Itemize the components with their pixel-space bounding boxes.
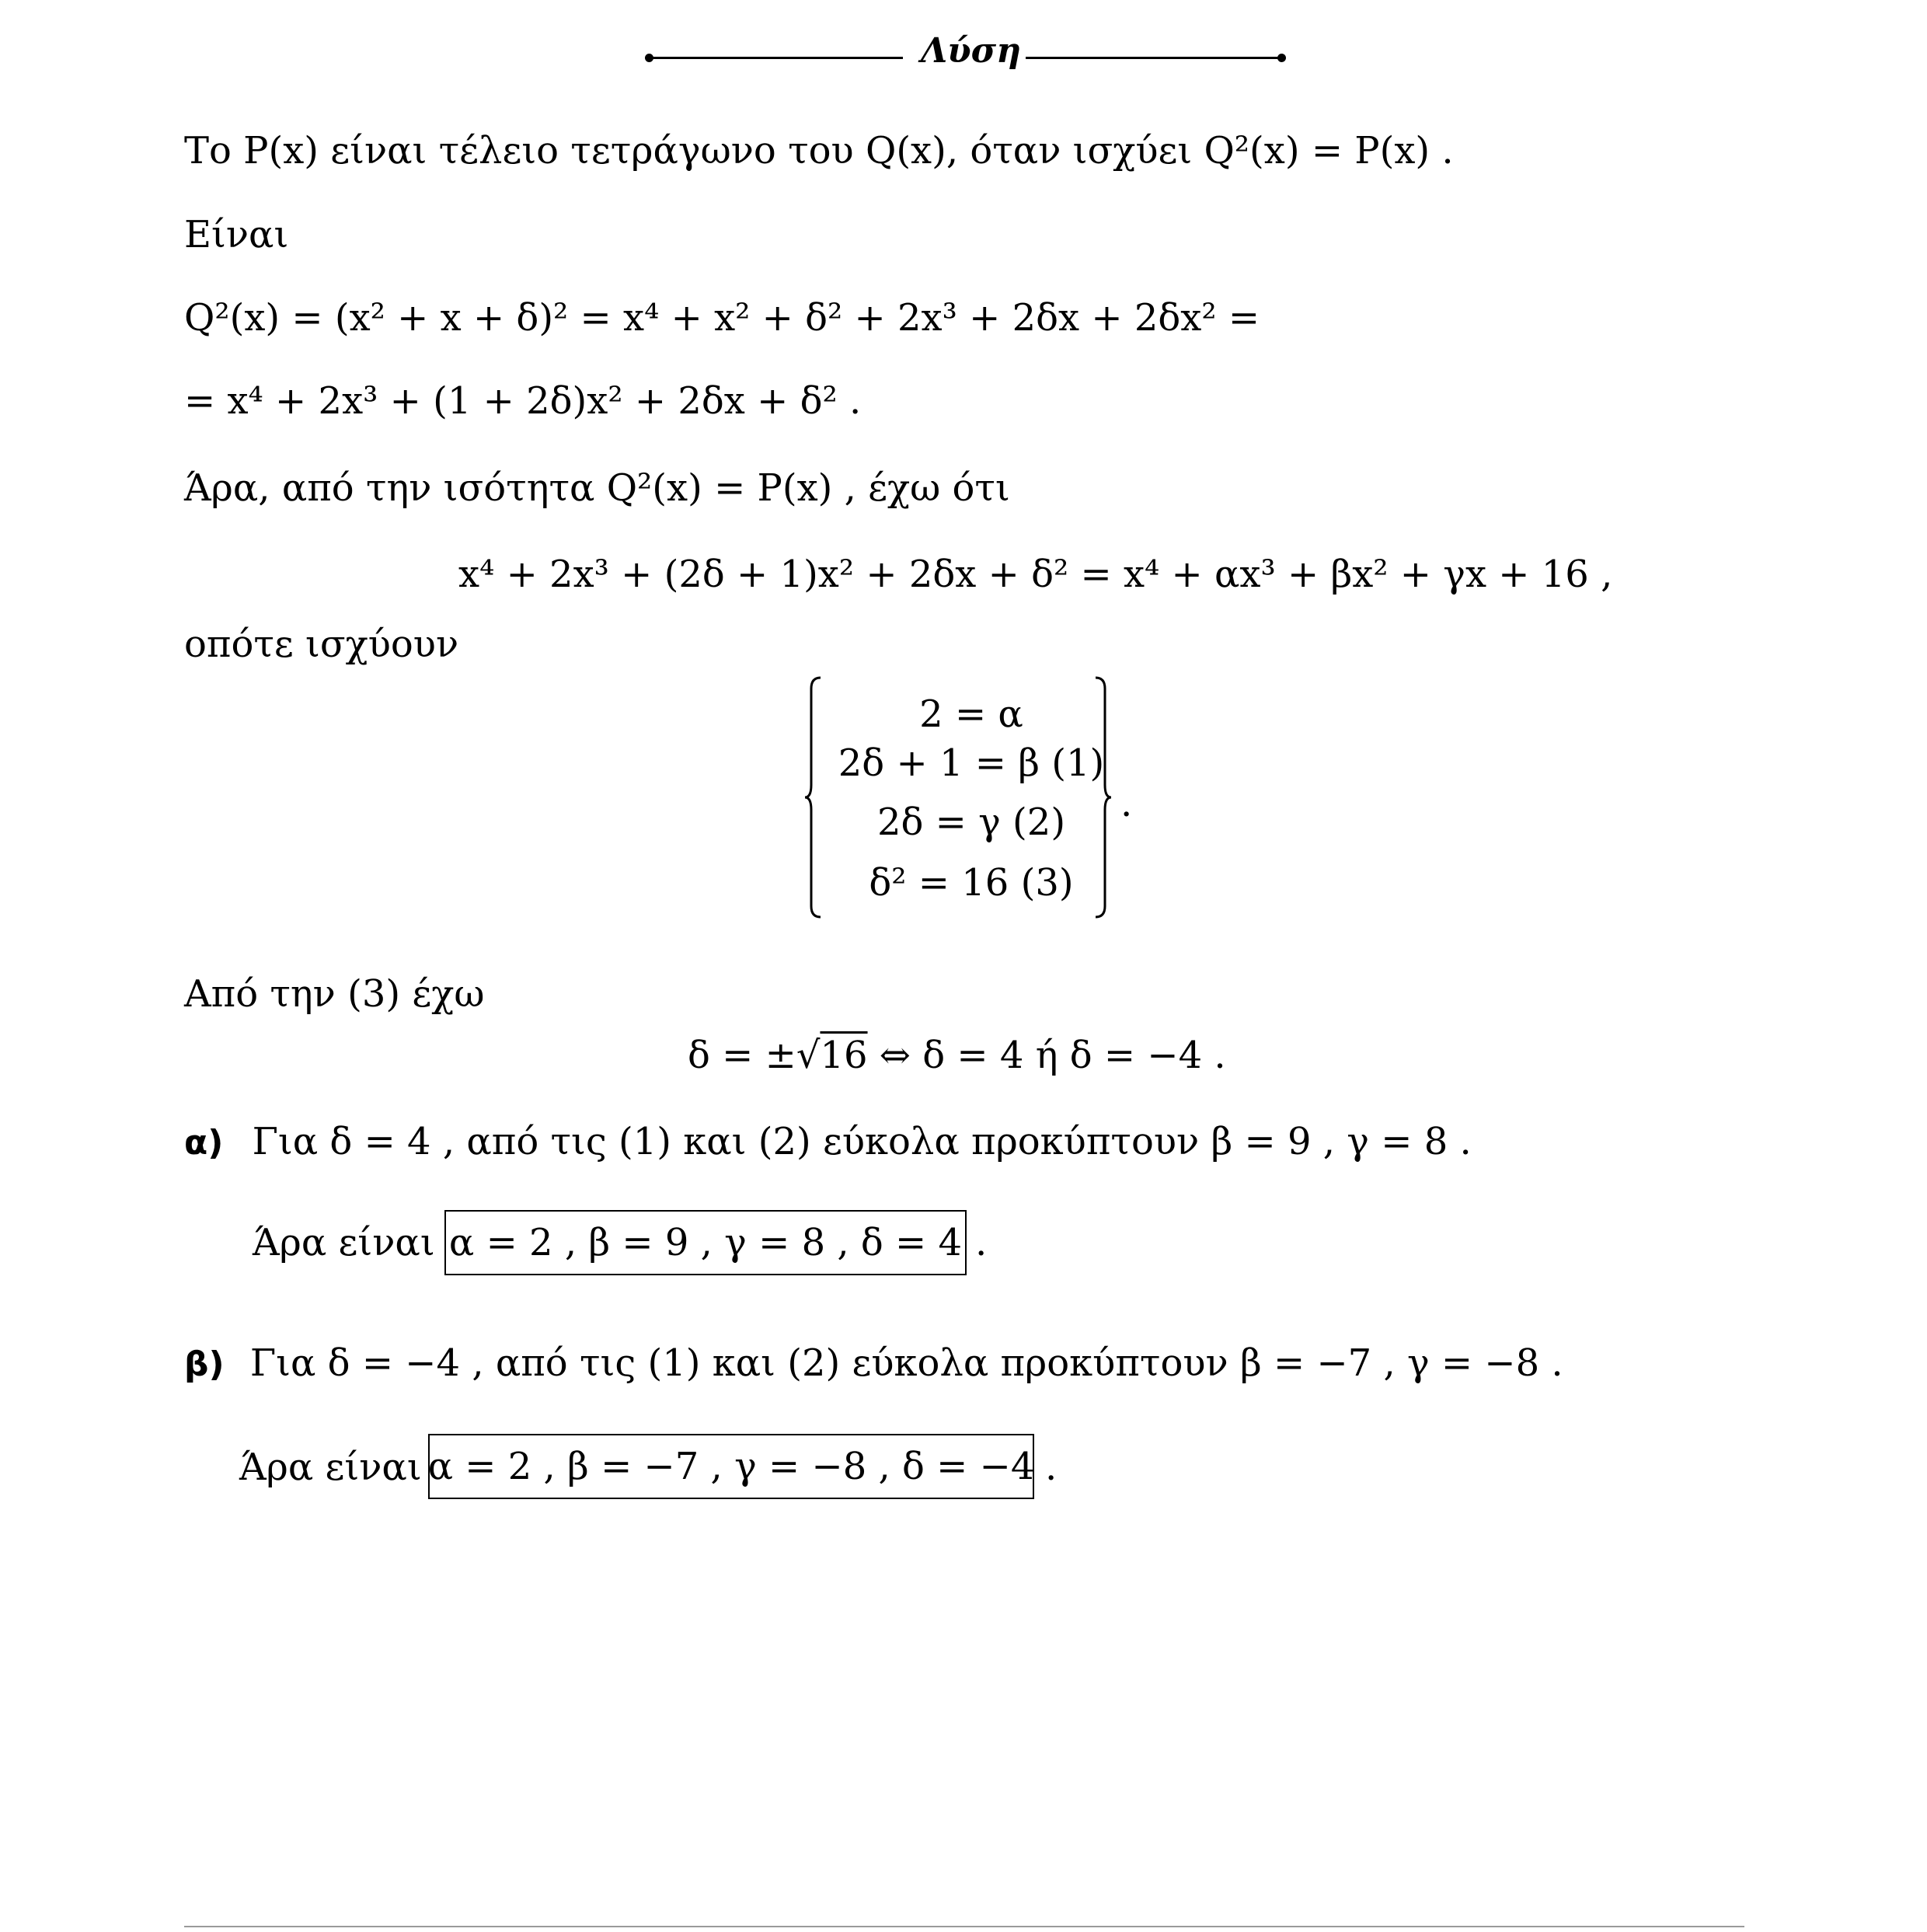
header-rule-right xyxy=(1026,57,1282,59)
system-row: δ² = 16 (3) xyxy=(869,861,1074,905)
case-a-line xyxy=(184,1120,1472,1163)
case-a-answer-box: α = 2 , β = 9 , γ = 8 , δ = 4 xyxy=(444,1210,967,1275)
apo3-line: Από την (3) έχω xyxy=(184,972,485,1016)
header-rule-left xyxy=(650,57,903,59)
footer-rule xyxy=(184,1926,1744,1927)
system-end-period: . xyxy=(1120,782,1133,825)
equation-1: Q²(x) = (x² + x + δ)² = x⁴ + x² + δ² + 2x³ + 2δx + 2δx² = xyxy=(184,296,1260,340)
case-b-answer-box: α = 2 , β = −7 , γ = −8 , δ = −4 xyxy=(428,1434,1034,1499)
case-b-label: β) xyxy=(184,1344,225,1384)
case-a-label: α) xyxy=(184,1123,224,1163)
case-b-text: Για δ = −4 , από τις (1) και (2) εύκολα προκύπτουν β = −7 , γ = −8 . xyxy=(249,1341,1563,1385)
sqrt-left: δ = ± xyxy=(688,1034,796,1077)
sqrt-radicand: 16 xyxy=(820,1034,868,1077)
case-b-line xyxy=(184,1341,1563,1385)
left-brace xyxy=(805,676,822,919)
case-b-ara: Άρα είναι xyxy=(239,1446,422,1489)
opote-line: οπότε ισχύουν xyxy=(184,622,459,666)
equation-2: = x⁴ + 2x³ + (1 + 2δ)x² + 2δx + δ² . xyxy=(184,379,862,423)
equation-3: x⁴ + 2x³ + (2δ + 1)x² + 2δx + δ² = x⁴ + αx³ + βx² + γx + 16 , xyxy=(458,553,1613,596)
sqrt-equation xyxy=(688,1034,1226,1077)
page-title: Λύση xyxy=(921,31,1022,71)
case-a-text: Για δ = 4 , από τις (1) και (2) εύκολα προκύπτουν β = 9 , γ = 8 . xyxy=(252,1120,1472,1163)
einai-line: Είναι xyxy=(184,213,289,256)
header-dot-right xyxy=(1277,54,1286,62)
system-row: 2δ + 1 = β (1) xyxy=(838,741,1105,785)
right-brace xyxy=(1094,676,1111,919)
sqrt-sign: √ xyxy=(796,1034,821,1077)
system-row: 2 = α xyxy=(919,692,1023,736)
ara-line: Άρα, από την ισότητα Q²(x) = P(x) , έχω ότι xyxy=(184,466,1010,510)
case-a-ara: Άρα είναι xyxy=(253,1221,435,1264)
system-row: 2δ = γ (2) xyxy=(876,800,1066,844)
case-b-period: . xyxy=(1045,1446,1058,1489)
intro-line: Το P(x) είναι τέλειο τετράγωνο του Q(x), όταν ισχύει Q²(x) = P(x) . xyxy=(184,129,1454,173)
case-a-period: . xyxy=(975,1221,988,1264)
sqrt-right: ⇔ δ = 4 ή δ = −4 . xyxy=(867,1034,1226,1077)
